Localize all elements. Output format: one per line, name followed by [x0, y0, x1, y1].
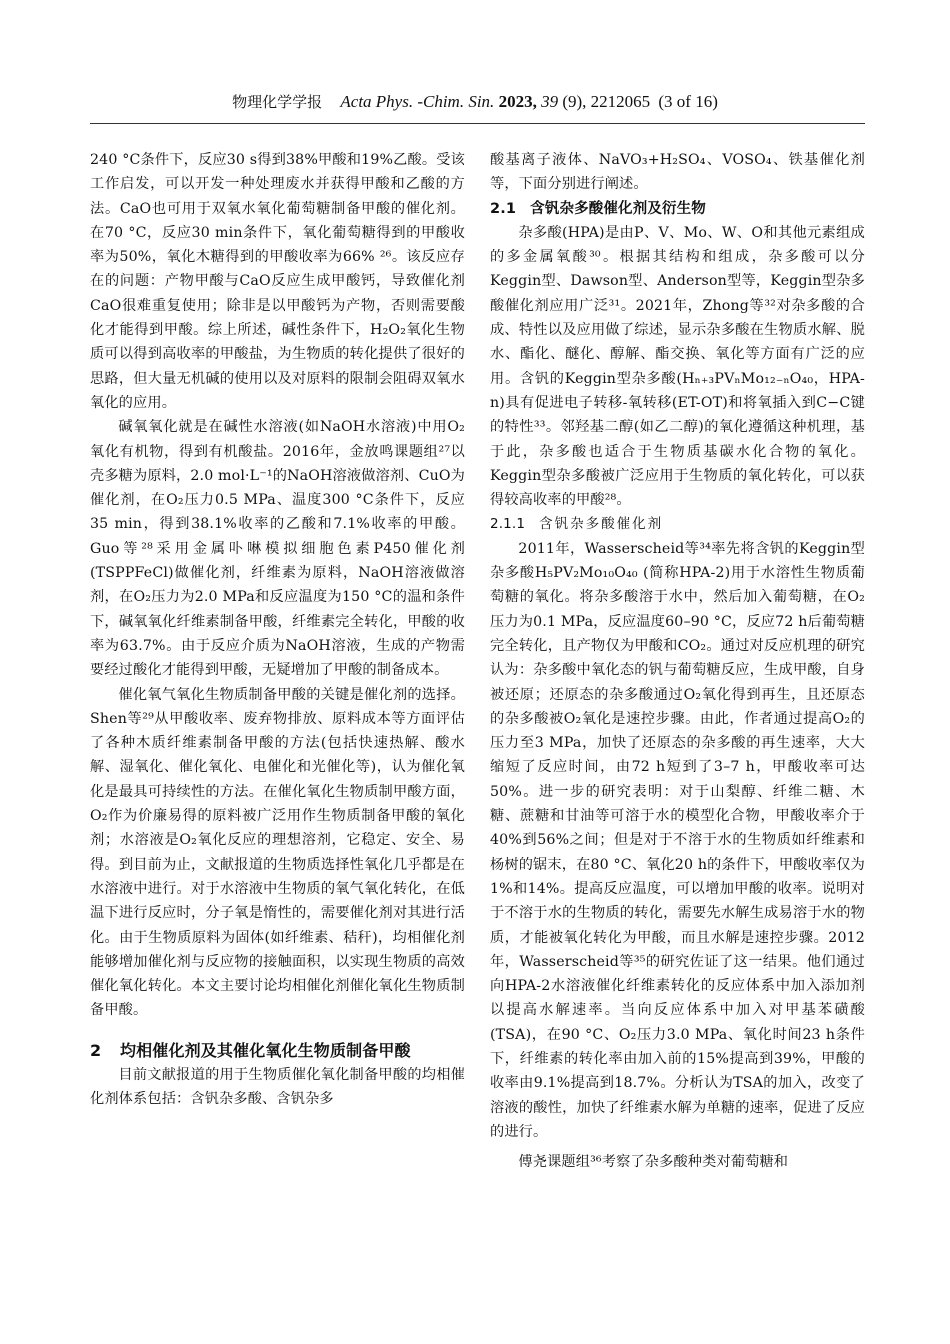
paragraph: 2011年，Wasserscheid等³⁴率先将含钒的Keggin型杂多酸H₅PV₂Mo₁₀O₄₀ (简称HPA-2)用于水溶性生物质葡萄糖的氧化。将杂多酸溶于水中，然后加入葡萄糖，在O₂压力为0.1 MPa，反应温度60–90 °C，反应72 h后葡萄糖完全转化，且产物仅为甲酸和CO₂。通过对反应机理的研究认为：杂多酸中氧化态的钒与葡萄糖反应，生成甲酸，自身被还原；还原态的杂多酸通过O₂氧化得到再生，且还原态的杂多酸被O₂氧化是速控步骤。由此，作者通过提高O₂的压力至3 MPa，加快了还原态的杂多酸的再生速率，大大缩短了反应时间，由72 h短到了3–7 h，甲酸收率可达50%。进一步的研究表明：对于山梨醇、纤维二糖、木糖、蔗糖和甘油等可溶于水的模型化合物，甲酸收率介于40%到56%之间；但是对于不溶于水的生物质如纤维素和杨树的锯末，在80 °C、氧化20 h的条件下，甲酸收率仅为1%和14%。提高反应温度，可以增加甲酸的收率。说明对于不溶于水的生物质的转化，需要先水解生成易溶于水的物质，才能被氧化转化为甲酸，而且水解是速控步骤。2012年，Wasserscheid等³⁵的研究佐证了这一结果。他们通过向HPA-2水溶液催化纤维素转化的反应体系中加入添加剂以提高水解速率。当向反应体系中加入对甲基苯磺酸(TSA)，在90 °C、O₂压力3.0 MPa、氧化时间23 h条件下，纤维素的转化率由加入前的15%提高到39%，甲酸的收率由9.1%提高到18.7%。分析认为TSA的加入，改变了溶液的酸性，加快了纤维素水解为单糖的速率，促进了反应的进行。 [490, 540, 865, 1140]
section-heading [90, 1039, 465, 1063]
journal-year: 2023, [498, 92, 537, 111]
paragraph: 240 °C条件下，反应30 s得到38%甲酸和19%乙酸。受该工作启发，可以开发一种处理废水并获得甲酸和乙酸的方法。CaO也可用于双氧水氧化葡萄糖制备甲酸的催化剂。在70 °C，反应30 min条件下，氧化葡萄糖得到的甲酸收率为50%，氧化木糖得到的甲酸收率为66% ²⁶。该反应存在的问题：产物甲酸与CaO反应生成甲酸钙，导致催化剂CaO很难重复使用；除非是以甲酸钙为产物，否则需要酸化才能得到甲酸。综上所述，碱性条件下，H₂O₂氧化生物质可以得到高收率的甲酸盐，为生物质的转化提供了很好的思路，但大量无机碱的使用以及对原料的限制会阻碍双氧水氧化的应用。 [90, 152, 465, 411]
subsubsection-number: 2.1.1 [490, 516, 526, 533]
subsection-number: 2.1 [490, 200, 517, 217]
section-title: 均相催化剂及其催化氧化生物质制备甲酸 [120, 1040, 411, 1060]
subsection-heading [490, 197, 865, 221]
paragraph: 催化氧气氧化生物质制备甲酸的关键是催化剂的选择。Shen等²⁹从甲酸收率、废弃物排放、原料成本等方面评估了各种木质纤维素制备甲酸的方法(包括快速热解、酸水解、湿氧化、催化氧化、电催化和光催化等)，认为催化氧化是最具可持续性的方法。在催化氧化生物质制甲酸方面，O₂作为价廉易得的原料被广泛用作生物质制备甲酸的氧化剂；水溶液是O₂氧化反应的理想溶剂，它稳定、安全、易得。到目前为止，文献报道的生物质选择性氧化几乎都是在水溶液中进行。对于水溶液中生物质的氧气氧化转化，在低温下进行反应时，分子氧是惰性的，需要催化剂对其进行活化。由于生物质原料为固体(如纤维素、秸秆)，均相催化剂能够增加催化剂与反应物的接触面积，以实现生物质的高效催化氧化转化。本文主要讨论均相催化剂催化氧化生物质制备甲酸。 [90, 686, 465, 1019]
journal-volume: 39 [541, 92, 559, 111]
right-column [490, 148, 865, 1174]
journal-name-en: Acta Phys. -Chim. Sin. [340, 92, 495, 111]
page-number: (3 of 16) [658, 92, 718, 111]
paragraph: 傅尧课题组³⁶考察了杂多酸种类对葡萄糖和 [518, 1154, 789, 1171]
paragraph: 杂多酸(HPA)是由P、V、Mo、W、O和其他元素组成的多金属氧酸³⁰。根据其结构和组成，杂多酸可以分Keggin型、Dawson型、Anderson型等，Keggin型杂多酸催化剂应用广泛³¹。2021年，Zhong等³²对杂多酸的合成、特性以及应用做了综述，显示杂多酸在生物质水解、脱水、酯化、醚化、醇解、酯交换、氧化等方面有广泛的应用。含钒的Keggin型杂多酸(Hₙ₊₃PVₙMo₁₂₋ₙO₄₀，HPA-n)具有促进电子转移-氧转移(ET-OT)和将氧插入到C−C键的特性³³。邻羟基二醇(如乙二醇)的氧化遵循这种机理，基于此，杂多酸也适合于生物质基碳水化合物的氧化。Keggin型杂多酸被广泛应用于生物质的氧化转化，可以获得较高收率的甲酸²⁸。 [490, 224, 865, 509]
subsubsection-title: 含钒杂多酸催化剂 [539, 516, 664, 533]
subsubsection-heading [490, 512, 865, 536]
issue-article: (9), 2212065 [562, 92, 651, 111]
running-header [0, 92, 950, 112]
paragraph: 酸基离子液体、NaVO₃+H₂SO₄、VOSO₄、铁基催化剂等，下面分别进行阐述。 [490, 152, 865, 193]
paragraph: 碱氧氧化就是在碱性水溶液(如NaOH水溶液)中用O₂氧化有机物，得到有机酸盐。2016年，金放鸣课题组²⁷以壳多糖为原料，2.0 mol·L⁻¹的NaOH溶液做溶剂、CuO为催化剂，在O₂压力0.5 MPa、温度300 °C条件下，反应35 min，得到38.1%收率的乙酸和7.1%收率的甲酸。Guo等²⁸采用金属卟啉模拟细胞色素P450催化剂(TSPPFeCl)做催化剂，纤维素为原料，NaOH溶液做溶剂，在O₂压力为2.0 MPa和反应温度为150 °C的温和条件下，碱氧氧化纤维素制备甲酸，纤维素完全转化，甲酸的收率为63.7%。由于反应介质为NaOH溶液，生成的产物需要经过酸化才能得到甲酸，无疑增加了甲酸的制备成本。 [90, 419, 465, 679]
left-column [90, 148, 465, 1111]
journal-name-cn: 物理化学学报 [232, 93, 323, 111]
section-number: 2 [90, 1040, 102, 1060]
subsection-title: 含钒杂多酸催化剂及衍生物 [530, 200, 706, 217]
header-rule [90, 123, 865, 124]
paragraph: 目前文献报道的用于生物质催化氧化制备甲酸的均相催化剂体系包括：含钒杂多酸、含钒杂多 [90, 1066, 465, 1107]
